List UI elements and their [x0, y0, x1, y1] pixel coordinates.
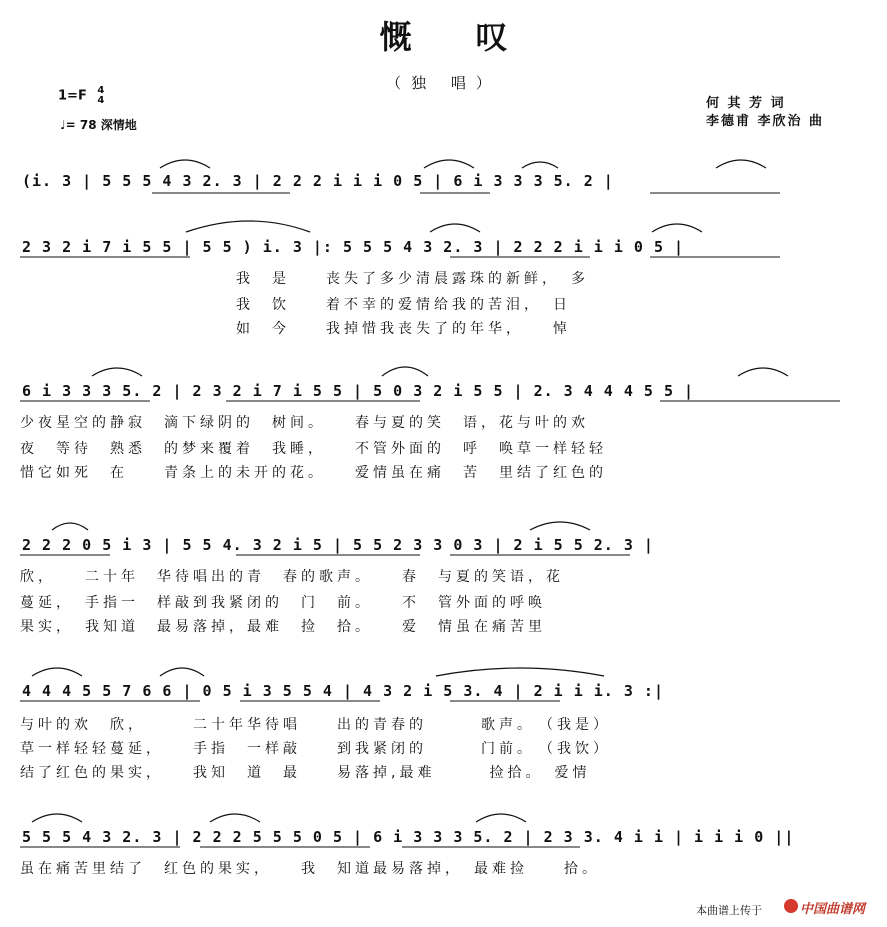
lyric-line: 蔓延， 手指一 样敲到我紧闭的 门 前。 不 管外面的呼唤: [20, 595, 546, 611]
notation-line-4: 2 2 2 0 5 i 3 | 5 5 4. 3 2 i 5 | 5 5 2 3 3 0 3 | 2 i 5 5 2. 3 |: [22, 536, 654, 554]
tempo-marking: ♩= 78 深情地: [60, 118, 137, 132]
song-title: 慨叹: [379, 18, 572, 56]
upload-note: 本曲谱上传于: [696, 904, 762, 917]
time-bottom: 4: [97, 95, 105, 106]
lyric-line: 我 是 丧失了多少清晨露珠的新鲜， 多: [20, 271, 589, 287]
lyric-line: 如 今 我掉惜我丧失了的年华， 悼: [20, 321, 571, 337]
lyric-line: 草一样轻轻蔓延， 手指 一样敲 到我紧闭的 门前。 （我饮）: [20, 741, 611, 757]
notation-line-5: 4 4 4 5 5 7 6 6 | 0 5 i 3 5 5 4 | 4 3 2 i 5 3. 4 | 2 i i i. 3 :|: [22, 682, 664, 700]
key-signature: [58, 86, 104, 106]
lyric-line: 欣， 二十年 华待唱出的青 春的歌声。 春 与夏的笑语，花: [20, 569, 564, 585]
key-label: 1=F: [58, 88, 87, 104]
notation-line-1: (i. 3 | 5 5 5 4 3 2. 3 | 2 2 2 i i i 0 5 | 6 i 3 3 3 5. 2 |: [22, 172, 614, 190]
performance-type: （独 唱）: [386, 74, 501, 92]
lyric-line: 我 饮 着不幸的爱情给我的苦泪， 日: [20, 297, 571, 313]
site-logo-icon: [784, 899, 798, 913]
lyric-line: 惜它如死 在 青条上的未开的花。 爱情虽在痛 苦 里结了红色的: [20, 465, 607, 481]
lyric-line: 虽在痛苦里结了 红色的果实， 我 知道最易落掉， 最难捡 拾。: [20, 861, 600, 877]
lyric-line: 与叶的欢 欣， 二十年华待唱 出的青春的 歌声。 （我是）: [20, 717, 611, 733]
lyric-line: 结了红色的果实， 我知 道 最 易落掉,最难 捡拾。 爱情: [20, 765, 591, 781]
time-signature: [97, 86, 104, 106]
notation-line-2: 2 3 2 i 7 i 5 5 | 5 5 ) i. 3 |: 5 5 5 4 3 2. 3 | 2 2 2 i i i 0 5 |: [22, 238, 685, 256]
time-top: 4: [97, 85, 105, 96]
lyricist-credit: 何 其 芳 词: [706, 96, 786, 111]
lyric-line: 夜 等待 熟悉 的梦来覆着 我睡， 不管外面的 呼 唤草一样轻轻: [20, 441, 607, 457]
lyric-line: 少夜星空的静寂 滴下绿阴的 树间。 春与夏的笑 语，花与叶的欢: [20, 415, 589, 431]
site-name[interactable]: 中国曲谱网: [800, 902, 866, 917]
notation-line-3: 6 i 3 3 3 5. 2 | 2 3 2 i 7 i 5 5 | 5 0 3 2 i 5 5 | 2. 3 4 4 4 5 5 |: [22, 382, 695, 400]
notation-line-6: 5 5 5 4 3 2. 3 | 2 2 2 5 5 5 0 5 | 6 i 3 3 3 5. 2 | 2 3 3. 4 i i | i i i 0 ||: [22, 828, 795, 846]
composer-credit: 李德甫 李欣治 曲: [706, 114, 825, 129]
lyric-line: 果实， 我知道 最易落掉，最难 捡 拾。 爱 情虽在痛苦里: [20, 619, 546, 635]
